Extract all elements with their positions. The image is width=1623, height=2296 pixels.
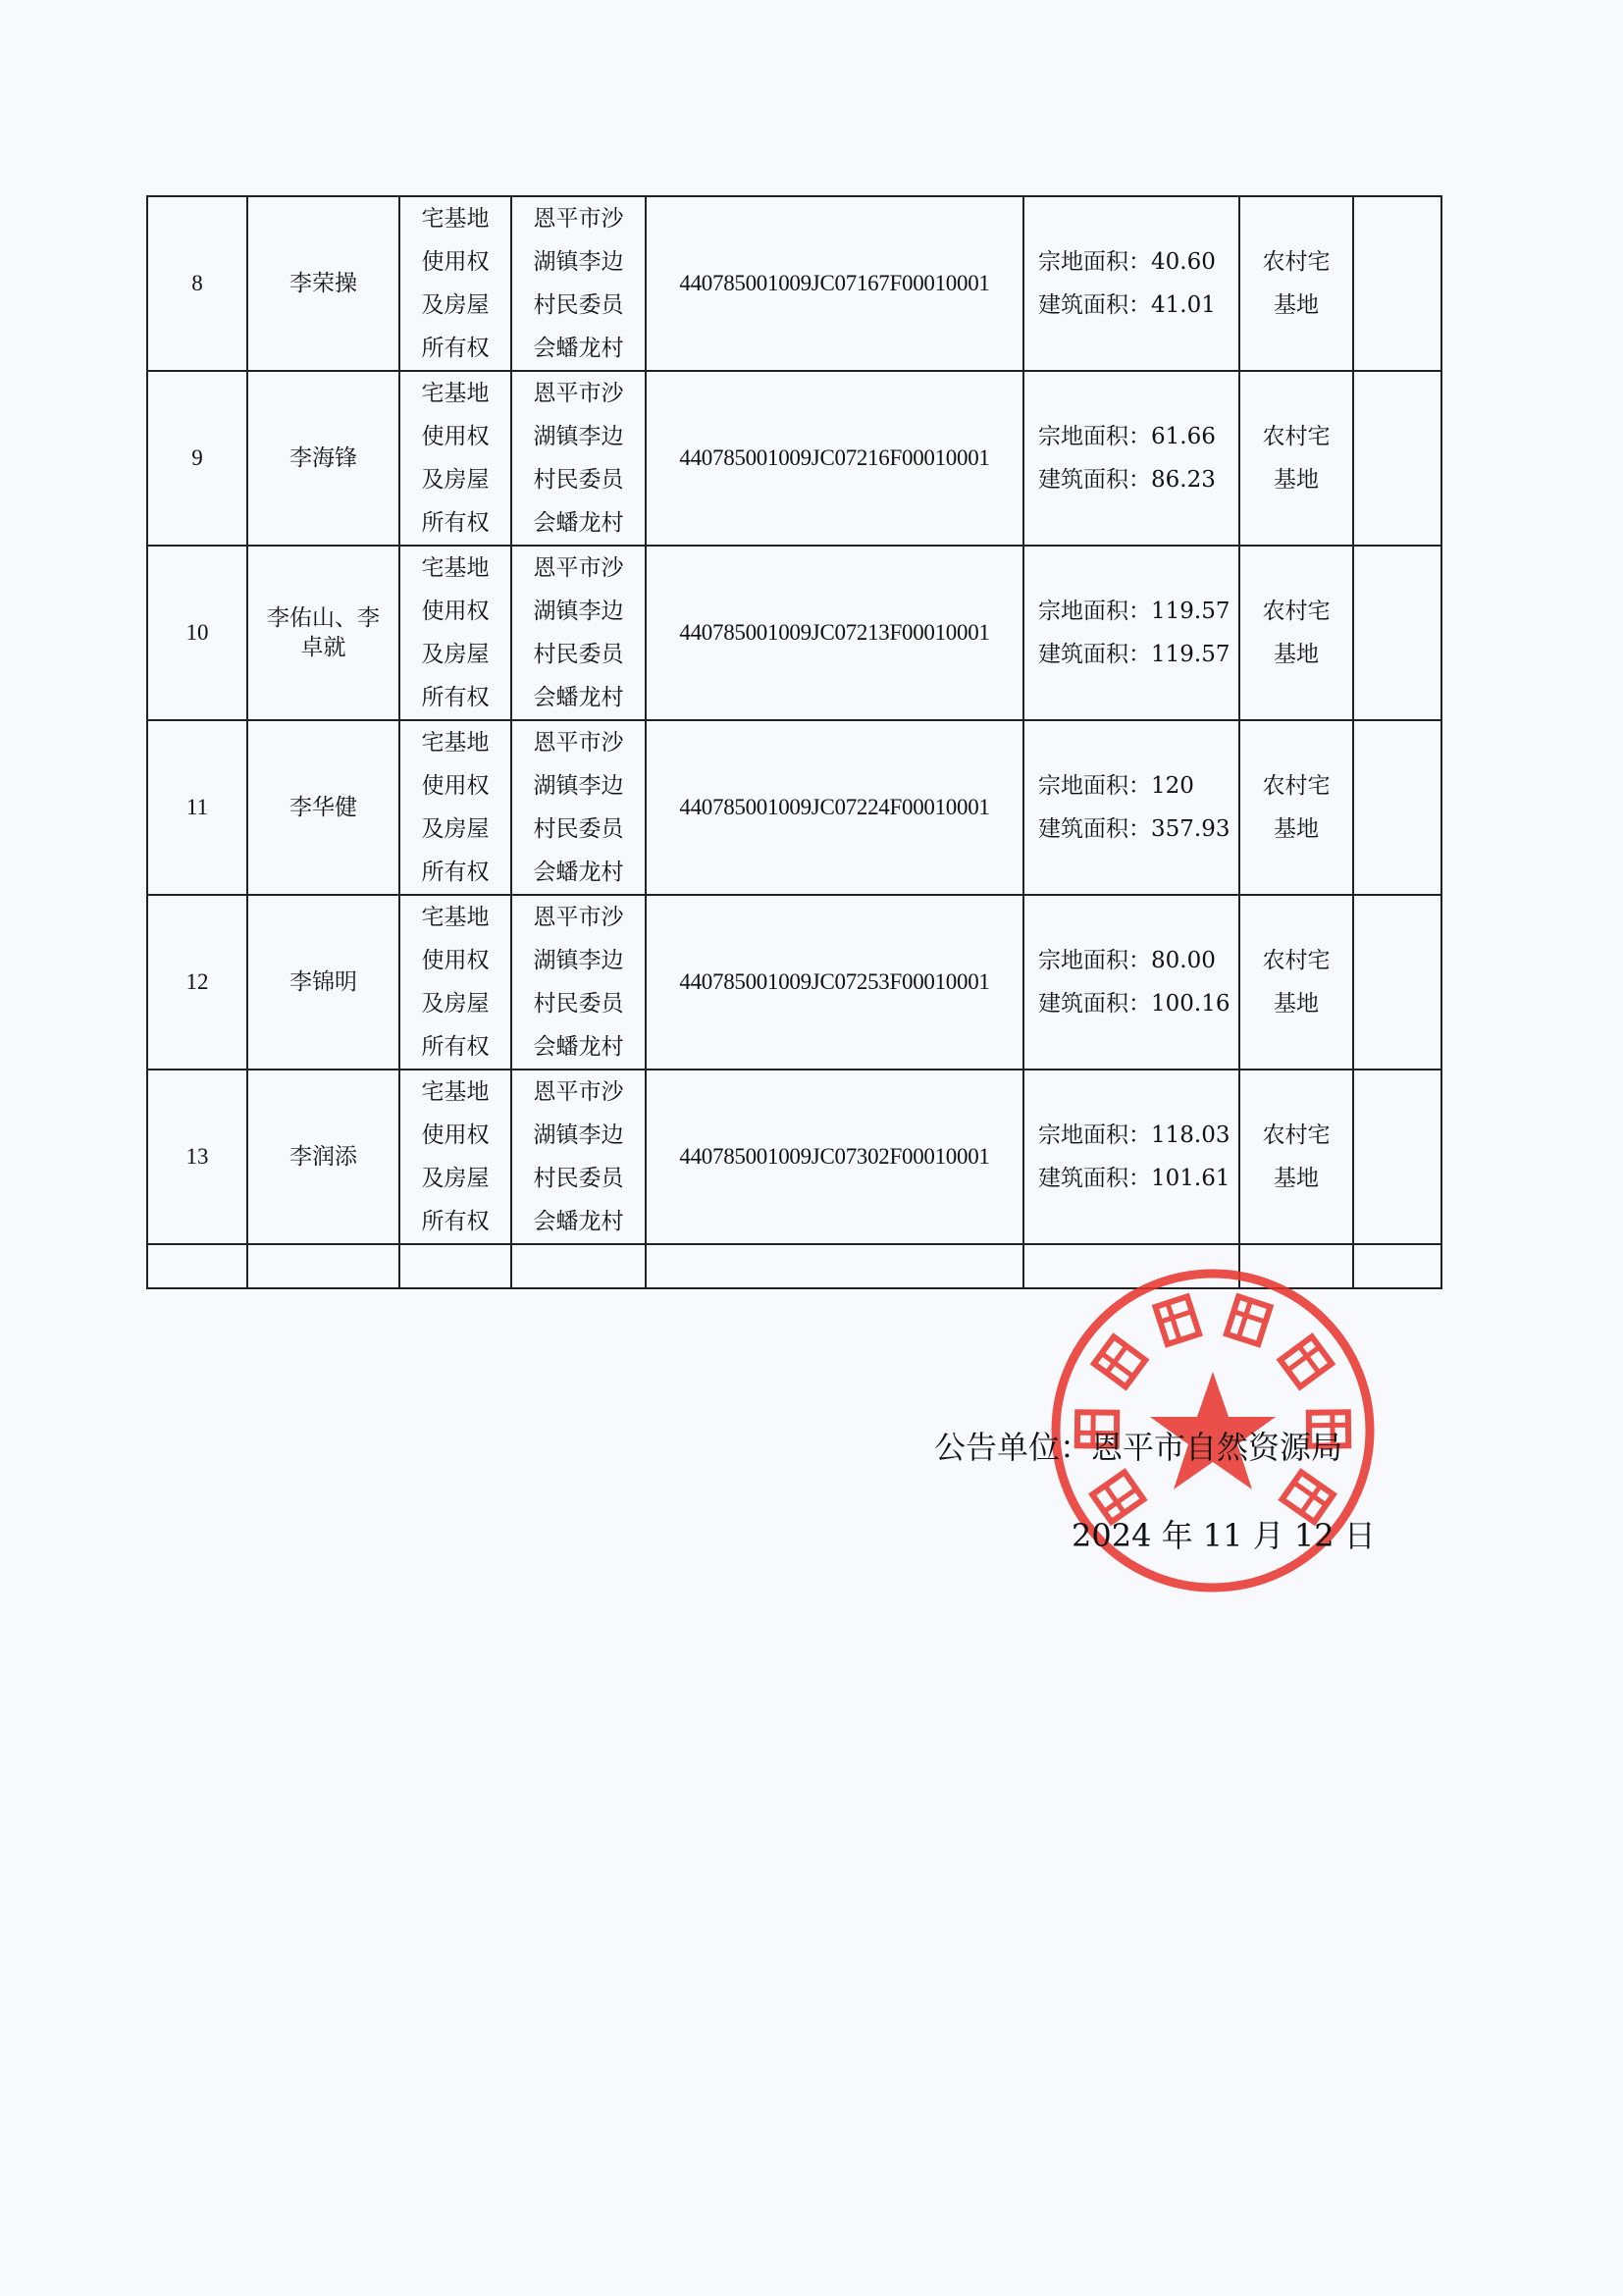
right-type-line: 及房屋: [421, 292, 490, 318]
owner-name: [247, 1070, 399, 1244]
unit-code: [646, 371, 1023, 546]
right-type: [399, 720, 511, 895]
row-number: [147, 196, 247, 371]
empty-cell: [646, 1244, 1023, 1288]
owner-name-text: 李锦明: [289, 969, 357, 995]
land-area: 宗地面积：40.60: [1038, 249, 1216, 275]
location-line: 湖镇李边: [533, 948, 624, 973]
owner-name-text: 李荣操: [289, 271, 357, 296]
location-line: 村民委员: [533, 816, 624, 842]
location: [511, 1070, 646, 1244]
building-area: 建筑面积：101.61: [1038, 1166, 1230, 1191]
unit-code-text: 440785001009JC07216F00010001: [679, 445, 990, 470]
right-type: [399, 371, 511, 546]
row-number-text: 8: [191, 271, 203, 295]
table-row: [147, 546, 1441, 720]
location-line: 会蟠龙村: [533, 860, 624, 885]
registration-table: [146, 195, 1442, 1289]
owner-name: [247, 371, 399, 546]
right-type-line: 使用权: [421, 1122, 490, 1148]
location-line: 恩平市沙: [533, 381, 624, 406]
remark: [1353, 546, 1441, 720]
right-type-line: 宅基地: [421, 905, 490, 930]
remark: [1353, 895, 1441, 1070]
owner-name: [247, 196, 399, 371]
right-type: [399, 1070, 511, 1244]
issuer-line: 公告单位：恩平市自然资源局: [934, 1429, 1343, 1466]
location-line: 村民委员: [533, 292, 624, 318]
location: [511, 371, 646, 546]
empty-cell: [399, 1244, 511, 1288]
location-line: 会蟠龙村: [533, 510, 624, 536]
right-type: [399, 895, 511, 1070]
empty-cell: [511, 1244, 646, 1288]
owner-name: [247, 895, 399, 1070]
unit-code: [646, 720, 1023, 895]
building-area: 建筑面积：86.23: [1038, 467, 1216, 493]
right-type-line: 及房屋: [421, 1166, 490, 1191]
land-use: [1239, 546, 1353, 720]
row-number: [147, 895, 247, 1070]
land-use-line: 基地: [1274, 642, 1319, 667]
owner-name-text: 李润添: [289, 1144, 357, 1170]
location-line: 恩平市沙: [533, 1079, 624, 1105]
land-use-line: 基地: [1274, 467, 1319, 493]
area: [1023, 196, 1239, 371]
land-use: [1239, 1070, 1353, 1244]
area: [1023, 371, 1239, 546]
right-type-line: 宅基地: [421, 555, 490, 581]
location-line: 恩平市沙: [533, 206, 624, 232]
remark: [1353, 196, 1441, 371]
remark: [1353, 371, 1441, 546]
location-line: 湖镇李边: [533, 249, 624, 275]
area: [1023, 720, 1239, 895]
land-use: [1239, 720, 1353, 895]
row-number-text: 12: [185, 969, 209, 994]
row-number-text: 13: [185, 1144, 209, 1169]
land-use-line: 农村宅: [1262, 948, 1331, 973]
location-line: 会蟠龙村: [533, 685, 624, 710]
area: [1023, 1070, 1239, 1244]
location: [511, 895, 646, 1070]
owner-name: [247, 720, 399, 895]
location-line: 恩平市沙: [533, 730, 624, 756]
right-type-line: 所有权: [421, 336, 490, 361]
right-type-line: 所有权: [421, 1034, 490, 1060]
unit-code-text: 440785001009JC07213F00010001: [679, 620, 990, 645]
table-row: [147, 720, 1441, 895]
unit-code-text: 440785001009JC07302F00010001: [679, 1144, 990, 1169]
row-number: [147, 546, 247, 720]
location-line: 湖镇李边: [533, 1122, 624, 1148]
unit-code: [646, 1070, 1023, 1244]
right-type-line: 及房屋: [421, 642, 490, 667]
row-number: [147, 720, 247, 895]
right-type: [399, 196, 511, 371]
right-type-line: 使用权: [421, 424, 490, 449]
right-type-line: 所有权: [421, 510, 490, 536]
location-line: 湖镇李边: [533, 773, 624, 799]
right-type-line: 及房屋: [421, 467, 490, 493]
location: [511, 720, 646, 895]
area: [1023, 546, 1239, 720]
location-line: 会蟠龙村: [533, 336, 624, 361]
right-type-line: 及房屋: [421, 816, 490, 842]
right-type-line: 宅基地: [421, 206, 490, 232]
land-use-line: 基地: [1274, 1166, 1319, 1191]
location-line: 恩平市沙: [533, 555, 624, 581]
location-line: 村民委员: [533, 991, 624, 1017]
location-line: 湖镇李边: [533, 599, 624, 624]
remark: [1353, 720, 1441, 895]
right-type-line: 宅基地: [421, 730, 490, 756]
table-row: [147, 196, 1441, 371]
row-number-text: 11: [185, 795, 209, 819]
land-use-line: 农村宅: [1262, 773, 1331, 799]
area: [1023, 895, 1239, 1070]
right-type-line: 宅基地: [421, 381, 490, 406]
owner-name-text: 李海锋: [289, 445, 357, 471]
land-use: [1239, 371, 1353, 546]
location-line: 恩平市沙: [533, 905, 624, 930]
land-area: 宗地面积：119.57: [1038, 599, 1230, 624]
unit-code: [646, 196, 1023, 371]
empty-cell: [247, 1244, 399, 1288]
building-area: 建筑面积：357.93: [1038, 816, 1230, 842]
seal-glyph: [1281, 1336, 1332, 1386]
seal-glyph: [1094, 1336, 1145, 1386]
unit-code-text: 440785001009JC07253F00010001: [679, 969, 990, 994]
land-area: 宗地面积：120: [1038, 773, 1194, 799]
right-type-line: 使用权: [421, 948, 490, 973]
right-type-line: 所有权: [421, 860, 490, 885]
building-area: 建筑面积：41.01: [1038, 292, 1216, 318]
land-use-line: 农村宅: [1262, 599, 1331, 624]
right-type-line: 使用权: [421, 773, 490, 799]
right-type-line: 所有权: [421, 1209, 490, 1234]
location-line: 湖镇李边: [533, 424, 624, 449]
table-row: [147, 895, 1441, 1070]
right-type-line: 宅基地: [421, 1079, 490, 1105]
row-number: [147, 1070, 247, 1244]
location-line: 会蟠龙村: [533, 1034, 624, 1060]
owner-name: [247, 546, 399, 720]
location: [511, 196, 646, 371]
row-number: [147, 371, 247, 546]
right-type: [399, 546, 511, 720]
land-area: 宗地面积：61.66: [1038, 424, 1216, 449]
right-type-line: 所有权: [421, 685, 490, 710]
unit-code: [646, 546, 1023, 720]
empty-cell: [147, 1244, 247, 1288]
owner-name-text: 李华健: [289, 795, 357, 820]
land-use-line: 基地: [1274, 991, 1319, 1017]
land-use-line: 农村宅: [1262, 1122, 1331, 1148]
location-line: 村民委员: [533, 467, 624, 493]
land-use: [1239, 895, 1353, 1070]
land-use: [1239, 196, 1353, 371]
land-area: 宗地面积：118.03: [1038, 1122, 1230, 1148]
land-use-line: 基地: [1274, 292, 1319, 318]
right-type-line: 使用权: [421, 249, 490, 275]
unit-code-text: 440785001009JC07224F00010001: [679, 795, 990, 819]
seal-glyph: [1155, 1296, 1199, 1344]
land-use-line: 农村宅: [1262, 249, 1331, 275]
building-area: 建筑面积：100.16: [1038, 991, 1230, 1017]
unit-code-text: 440785001009JC07167F00010001: [679, 271, 990, 295]
row-number-text: 9: [191, 445, 203, 470]
table-row: [147, 371, 1441, 546]
location-line: 村民委员: [533, 642, 624, 667]
issue-date: 2024 年 11 月 12 日: [1072, 1517, 1376, 1554]
land-area: 宗地面积：80.00: [1038, 948, 1216, 973]
right-type-line: 及房屋: [421, 991, 490, 1017]
remark: [1353, 1070, 1441, 1244]
row-number-text: 10: [185, 620, 209, 645]
location: [511, 546, 646, 720]
table-row: [147, 1070, 1441, 1244]
owner-name-text: 李佑山、李卓就: [267, 605, 380, 660]
location-line: 村民委员: [533, 1166, 624, 1191]
location-line: 会蟠龙村: [533, 1209, 624, 1234]
land-use-line: 基地: [1274, 816, 1319, 842]
right-type-line: 使用权: [421, 599, 490, 624]
land-use-line: 农村宅: [1262, 424, 1331, 449]
unit-code: [646, 895, 1023, 1070]
seal-glyph: [1227, 1296, 1271, 1344]
building-area: 建筑面积：119.57: [1038, 642, 1230, 667]
